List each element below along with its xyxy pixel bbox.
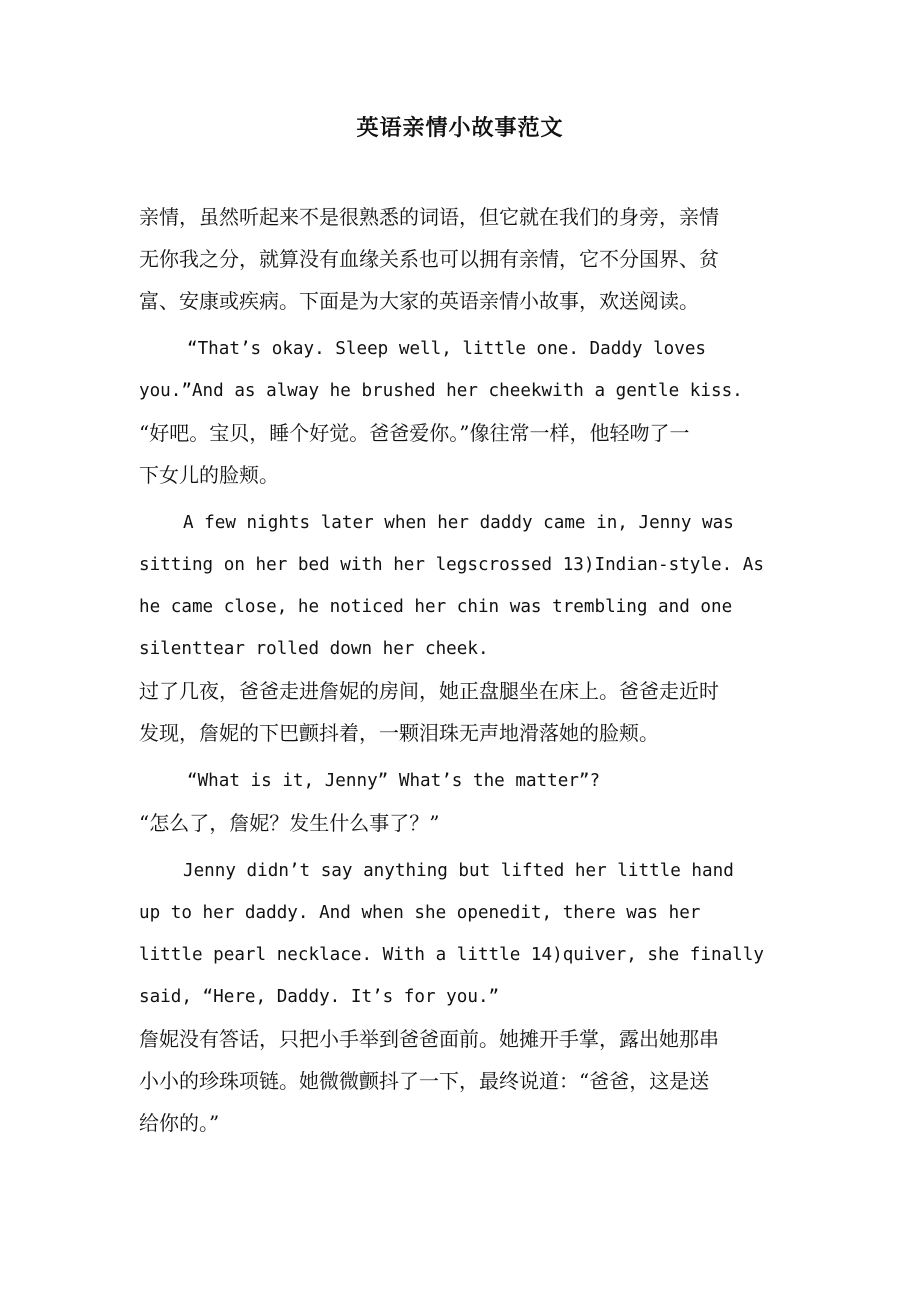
english-line: silenttear rolled down her cheek.	[139, 639, 489, 659]
english-line: you.”And as alway he brushed her cheekwith a gentle kiss.	[139, 381, 743, 401]
intro-line: 富、安康或疾病。下面是为大家的英语亲情小故事，欢送阅读。	[139, 289, 699, 313]
english-line: A few nights later when her daddy came in, Jenny was	[183, 513, 734, 533]
document-body	[139, 196, 784, 1144]
english-line: “What is it, Jenny” What’s the matter”?	[187, 771, 601, 791]
english-line: “That’s okay. Sleep well, little one. Daddy loves	[187, 339, 707, 359]
intro-line: 无你我之分，就算没有血缘关系也可以拥有亲情，它不分国界、贫	[139, 247, 719, 271]
chinese-line: “怎么了，詹妮？发生什么事了？”	[139, 811, 440, 835]
chinese-line: 给你的。”	[139, 1111, 220, 1135]
chinese-line: “好吧。宝贝，睡个好觉。爸爸爱你。”像往常一样，他轻吻了一	[139, 421, 690, 445]
chinese-line: 詹妮没有答话，只把小手举到爸爸面前。她摊开手掌，露出她那串	[139, 1027, 719, 1051]
chinese-line: 小小的珍珠项链。她微微颤抖了一下，最终说道：“爸爸，这是送	[139, 1069, 710, 1093]
chinese-line: 过了几夜，爸爸走进詹妮的房间，她正盘腿坐在床上。爸爸走近时	[139, 679, 719, 703]
english-line: Jenny didn’t say anything but lifted her little hand	[183, 861, 734, 881]
chinese-line: 发现，詹妮的下巴颤抖着，一颗泪珠无声地滑落她的脸颊。	[139, 721, 659, 745]
english-line: little pearl necklace. With a little 14)quiver, she finally	[139, 945, 764, 965]
english-line: up to her daddy. And when she openedit, there was her	[139, 903, 701, 923]
document-title: 英语亲情小故事范文	[356, 115, 564, 141]
intro-line: 亲情，虽然听起来不是很熟悉的词语，但它就在我们的身旁，亲情	[139, 205, 719, 229]
english-line: sitting on her bed with her legscrossed 13)Indian-style. As	[139, 555, 764, 575]
chinese-line: 下女儿的脸颊。	[139, 463, 279, 487]
english-line: he came close, he noticed her chin was trembling and one	[139, 597, 733, 617]
english-line: said, “Here, Daddy. It’s for you.”	[139, 987, 500, 1007]
